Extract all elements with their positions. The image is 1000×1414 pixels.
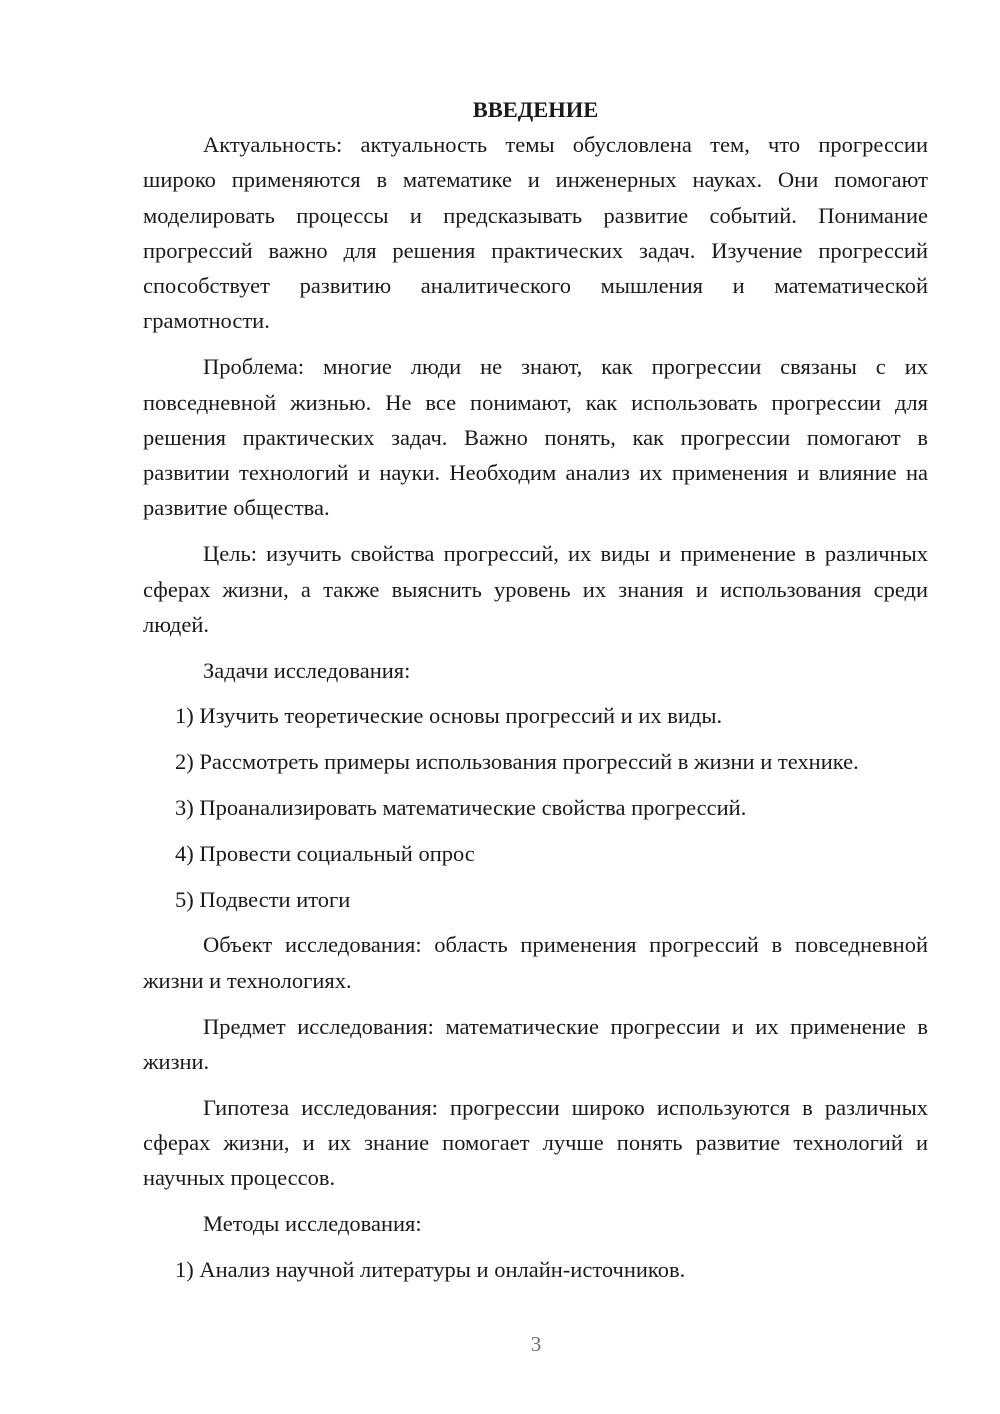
hypothesis-paragraph: Гипотеза исследования: прогрессии широко используются в различных сферах жизни, и их знание помогает лучше понять развитие технологий и научных процессов. <box>143 1094 928 1191</box>
task-item: 4) Провести социальный опрос <box>175 840 475 866</box>
page-content <box>143 92 928 1298</box>
task-item: 2) Рассмотреть примеры использования прогрессий в жизни и технике. <box>175 749 859 775</box>
task-item: 3) Проанализировать математические свойства прогрессий. <box>175 795 747 821</box>
page-number: 3 <box>530 1332 542 1356</box>
task-item: 1) Изучить теоретические основы прогрессий и их виды. <box>175 703 723 729</box>
task-item: 5) Подвести итоги <box>175 886 351 912</box>
methods-heading: Методы исследования: <box>203 1211 422 1237</box>
method-item: 1) Анализ научной литературы и онлайн-источников. <box>175 1256 686 1282</box>
section-title: ВВЕДЕНИЕ <box>472 97 599 122</box>
object-paragraph: Объект исследования: область применения прогрессий в повседневной жизни и технологиях. <box>143 932 928 993</box>
goal-paragraph: Цель: изучить свойства прогрессий, их виды и применение в различных сферах жизни, а также выяснить уровень их знания и использования среди людей. <box>143 541 928 637</box>
tasks-heading: Задачи исследования: <box>203 657 411 683</box>
relevance-paragraph: Актуальность: актуальность темы обусловлена тем, что прогрессии широко применяются в математике и инженерных науках. Они помогают моделировать процессы и предсказывать развитие событий. Понимание прогрессий важно для решения практических задач. Изучение прогрессий способствует развитию аналитического мышления и математической грамотности. <box>143 132 928 334</box>
problem-paragraph: Проблема: многие люди не знают, как прогрессии связаны с их повседневной жизнью. Не все понимают, как использовать прогрессии для решения практических задач. Важно понять, как прогрессии помогают в развитии технологий и науки. Необходим анализ их применения и влияние на развитие общества. <box>143 354 928 521</box>
tasks-list <box>143 698 928 916</box>
subject-paragraph: Предмет исследования: математические прогрессии и их применение в жизни. <box>143 1013 928 1074</box>
methods-list <box>143 1252 928 1287</box>
